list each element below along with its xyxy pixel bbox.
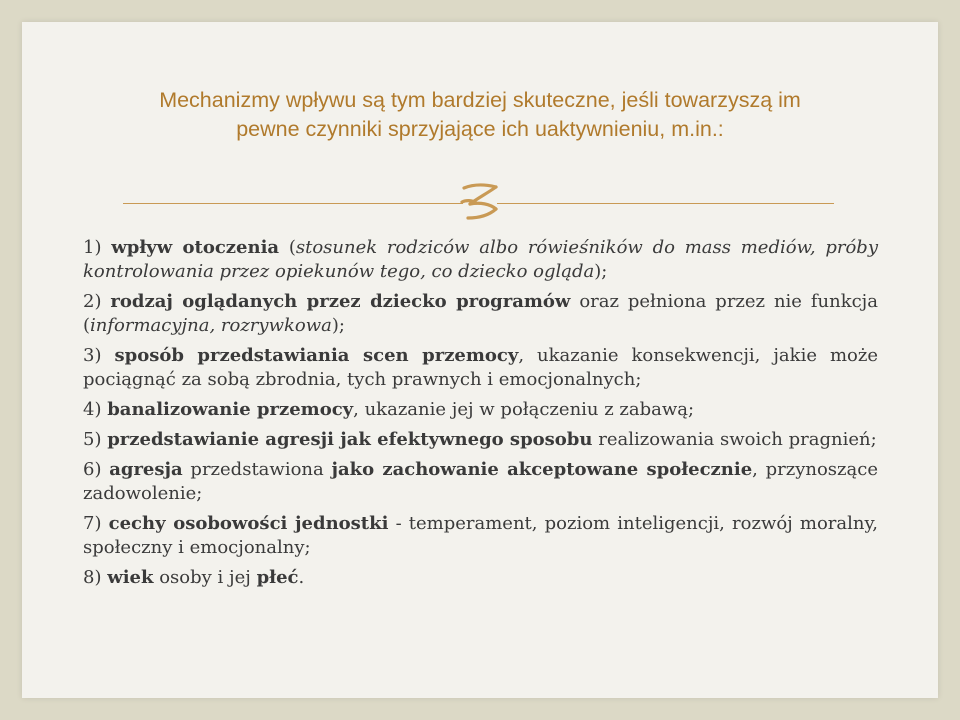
item-italic: informacyjna, rozrywkowa bbox=[90, 315, 332, 336]
list-item: 1) wpływ otoczenia (stosunek rodziców albo rówieśników do mass mediów, próby kontrolowania przez opiekunów tego, co dziecko ogląda); bbox=[83, 237, 878, 282]
item-bold: płeć bbox=[256, 567, 299, 588]
ornament-icon bbox=[456, 178, 506, 228]
list-item: 3) sposób przedstawiania scen przemocy, ukazanie konsekwencji, jakie może pociągnąć za sobą zbrodnia, tych prawnych i emocjonalnych; bbox=[83, 345, 878, 390]
item-bold: jako zachowanie akceptowane społecznie bbox=[331, 459, 753, 480]
divider-line-left bbox=[123, 203, 463, 204]
list-item: 6) agresja przedstawiona jako zachowanie akceptowane społecznie, przynoszące zadowolenie; bbox=[83, 459, 878, 504]
item-bold: wpływ otoczenia bbox=[111, 237, 280, 258]
list-item: 8) wiek osoby i jej płeć. bbox=[83, 567, 305, 588]
slide-title bbox=[95, 86, 865, 144]
list-item: 5) przedstawianie agresji jak efektywnego sposobu realizowania swoich pragnień; bbox=[83, 429, 877, 450]
item-bold: przedstawianie agresji jak efektywnego sposobu bbox=[107, 429, 593, 450]
item-bold: banalizowanie przemocy bbox=[107, 399, 354, 420]
factor-list bbox=[83, 236, 878, 596]
divider-line-right bbox=[497, 203, 834, 204]
title-line-1: Mechanizmy wpływu są tym bardziej skuteczne, jeśli towarzyszą im bbox=[159, 88, 801, 112]
list-item: 2) rodzaj oglądanych przez dziecko programów oraz pełniona przez nie funkcja (informacyjna, rozrywkowa); bbox=[83, 291, 878, 336]
item-bold: wiek bbox=[107, 567, 154, 588]
list-item: 7) cechy osobowości jednostki - temperament, poziom inteligencji, rozwój moralny, społeczny i emocjonalny; bbox=[83, 513, 878, 558]
item-italic: stosunek rodziców albo rówieśników do mass mediów, próby kontrolowania przez opiekunów tego, co dziecko ogląda bbox=[83, 237, 878, 282]
item-bold: cechy osobowości jednostki bbox=[108, 513, 389, 534]
list-item: 4) banalizowanie przemocy, ukazanie jej w połączeniu z zabawą; bbox=[83, 399, 695, 420]
title-line-2: pewne czynniki sprzyjające ich uaktywnieniu, m.in.: bbox=[236, 117, 724, 141]
item-bold: sposób przedstawiania scen przemocy bbox=[114, 345, 519, 366]
item-bold: agresja bbox=[109, 459, 183, 480]
item-bold: rodzaj oglądanych przez dziecko programów bbox=[110, 291, 571, 312]
